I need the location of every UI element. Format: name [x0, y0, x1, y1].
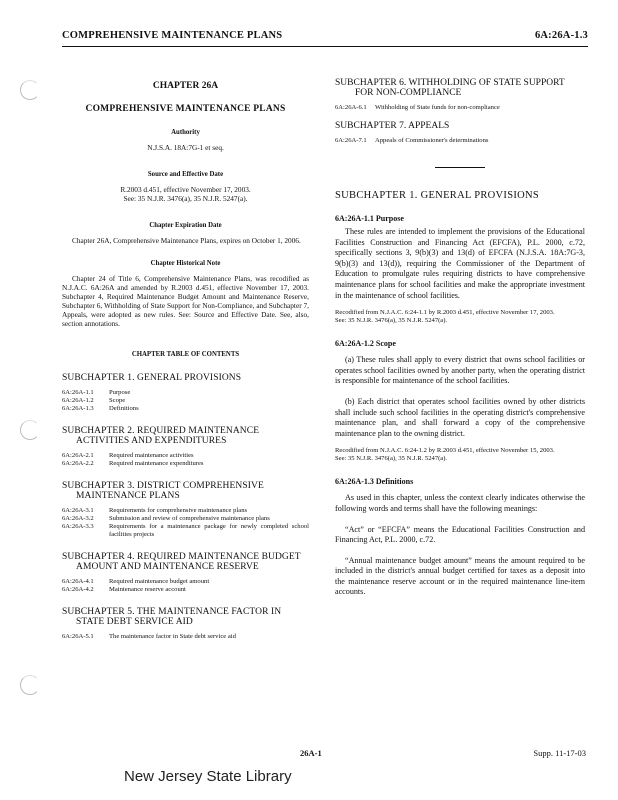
authority-heading: Authority: [171, 129, 200, 136]
punch-hole-mark: [20, 80, 40, 100]
toc-item: 6A:26A-7.1 Appeals of Commissioner's determinations: [335, 137, 489, 144]
left-column: [62, 78, 309, 641]
rule-heading-purpose: 6A:26A-1.1 Purpose: [335, 214, 404, 223]
toc-item: 6A:26A-1.2 Scope: [62, 396, 126, 404]
toc-item: 6A:26A-2.1 Required maintenance activities: [62, 451, 194, 459]
table-of-contents: [62, 373, 309, 641]
rule-annotation: Recodified from N.J.A.C. 6:24-1.1 by R.2003 d.451, effective November 17, 2003.: [335, 309, 555, 317]
toc-heading: CHAPTER TABLE OF CONTENTS: [131, 351, 240, 358]
toc-item: 6A:26A-2.2 Required maintenance expenditures: [62, 459, 204, 467]
toc-item: 6A:26A-4.2 Maintenance reserve account: [62, 585, 186, 593]
rule-heading-scope: 6A:26A-1.2 Scope: [335, 339, 396, 349]
toc-item: 6A:26A-3.1 Requirements for comprehensive maintenance plans: [62, 506, 248, 514]
chapter-number: CHAPTER 26A: [152, 81, 219, 91]
rule-text: (a) These rules shall apply to every district that owns school facilities or operates school facilities owned by another party, when the operating district is responsible for maintenance of the school facilities.: [335, 355, 585, 386]
toc-subchapter-title: SUBCHAPTER 1. GENERAL PROVISIONS: [62, 373, 242, 383]
running-header: [62, 30, 588, 47]
toc-item: 6A:26A-6.1 Withholding of State funds for non-compliance: [335, 104, 500, 111]
toc-subchapter-title: SUBCHAPTER 6. WITHHOLDING OF STATE SUPPORT FOR NON-COMPLIANCE: [335, 78, 565, 98]
toc-subchapter-title: SUBCHAPTER 5. THE MAINTENANCE FACTOR IN STATE DEBT SERVICE AID: [62, 606, 282, 627]
source-line: R.2003 d.451, effective November 17, 2003.: [120, 185, 251, 194]
toc-subchapter-title: SUBCHAPTER 3. DISTRICT COMPREHENSIVE MAINTENANCE PLANS: [62, 480, 264, 501]
authority-text: N.J.S.A. 18A:7G-1 et seq.: [147, 143, 224, 152]
toc-subchapter-title: SUBCHAPTER 4. REQUIRED MAINTENANCE BUDGET AMOUNT AND MAINTENANCE RESERVE: [62, 551, 301, 572]
rule-text: As used in this chapter, unless the context clearly indicates otherwise the following words and terms shall have the following meanings:: [335, 493, 585, 513]
rule-text: These rules are intended to implement the provisions of the Educational Facilities Construction and Financing Act (EFCFA), P.L. 2000, c.72, specifically sections 3, 9(b)(3) and 13(d) of EFCFA (N.J.S.A. 18A:7G-3, 9(b)(3) and 13(d)), requiring the Commissioner of the Department of Education to promulgate rules requiring districts to have comprehensive maintenance plans for school facilities and make the appropriate investment in the maintenance of school facilities.: [335, 227, 585, 300]
history-heading: Chapter Historical Note: [150, 260, 221, 267]
rule-text: “Act” or “EFCFA” means the Educational Facilities Construction and Financing Act, P.L. 2000, c.72.: [335, 524, 585, 545]
punch-hole-mark: [20, 675, 40, 695]
header-section-number: 6A:26A-1.3: [534, 30, 588, 41]
supplement-date: Supp. 11-17-03: [533, 748, 586, 758]
page-number: 26A-1: [300, 748, 322, 758]
header-title: COMPREHENSIVE MAINTENANCE PLANS: [62, 30, 283, 41]
right-column: [335, 78, 585, 598]
rule-annotation: See: 35 N.J.R. 3476(a), 35 N.J.R. 5247(a).: [335, 455, 448, 463]
source-heading: Source and Effective Date: [147, 171, 224, 178]
toc-item: 6A:26A-4.1 Required maintenance budget amount: [62, 577, 210, 585]
rule-text: “Annual maintenance budget amount” means the amount required to be included in the district's annual budget certified for taxes as a deposit into the maintenance reserve account or in the required maintenance line-item accounts.: [335, 555, 585, 597]
rule-heading-definitions: 6A:26A-1.3 Definitions: [335, 477, 414, 487]
toc-subchapter-title: SUBCHAPTER 7. APPEALS: [335, 121, 450, 131]
section-heading: SUBCHAPTER 1. GENERAL PROVISIONS: [335, 190, 540, 201]
toc-item: 6A:26A-1.3 Definitions: [62, 404, 139, 412]
toc-subchapter-title: SUBCHAPTER 2. REQUIRED MAINTENANCE ACTIVITIES AND EXPENDITURES: [62, 425, 260, 446]
source-line: See: 35 N.J.R. 3476(a), 35 N.J.R. 5247(a).: [123, 194, 248, 203]
toc-item: 6A:26A-3.3 Requirements for a maintenance package for newly completed school facilities projects: [62, 522, 309, 538]
history-text: Chapter 24 of Title 6, Comprehensive Maintenance Plans, was recodified as N.J.A.C. 6A:26A and amended by R.2003 d.451, effective November 17, 2003. Subchapter 4, Required Maintenance Budget Amount and Maintenance Reserve, Subchapter 6, Withholding of State Support for Non-Compliance, and Subchapter 7, Appeals, were adopted as new rules. See: Source and Effective Date. See, also, section annotations.: [62, 274, 309, 328]
expiration-heading: Chapter Expiration Date: [149, 222, 222, 229]
toc-item: 6A:26A-3.2 Submission and review of comprehensive maintenance plans: [62, 514, 270, 522]
toc-item: 6A:26A-1.1 Purpose: [62, 388, 131, 396]
punch-hole-mark: [20, 420, 40, 440]
rule-annotation: Recodified from N.J.A.C. 6:24-1.2 by R.2003 d.451, effective November 15, 2003.: [335, 447, 555, 455]
expiration-text: Chapter 26A, Comprehensive Maintenance Plans, expires on October 1, 2006.: [72, 236, 301, 245]
library-stamp: New Jersey State Library: [124, 768, 292, 785]
toc-item: 6A:26A-5.1 The maintenance factor in State debt service aid: [62, 632, 236, 640]
chapter-title: COMPREHENSIVE MAINTENANCE PLANS: [85, 104, 286, 114]
rule-text: (b) Each district that operates school facilities owned by other districts shall include such school facilities in the operating district's comprehensive maintenance plan, and shall forward a copy of the comprehensive maintenance plan to the owning district.: [335, 396, 585, 438]
divider: [435, 167, 485, 168]
rule-annotation: See: 35 N.J.R. 3476(a), 35 N.J.R. 5247(a).: [335, 317, 448, 325]
